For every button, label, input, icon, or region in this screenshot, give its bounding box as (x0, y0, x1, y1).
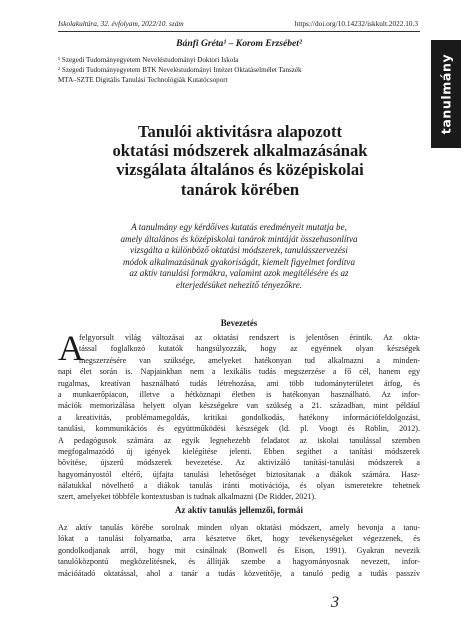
active-learning-paragraph (58, 522, 420, 579)
abstract (66, 222, 412, 292)
affiliation-2: ² Szegedi Tudományegyetem BTK Neveléstudományi Intézet Oktatáselmélet Tanszék (58, 66, 302, 74)
body-line: mációátadó oktatással, ahol a tanár a tudás közvetítője, a tanuló pedig a tudás passzív (58, 568, 420, 578)
affiliation-1: ¹ Szegedi Tudományegyetem Neveléstudományi Doktori Iskola (58, 56, 239, 64)
title-line: vizsgálata általános és középiskolai (116, 160, 364, 180)
body-line: gondolkodjanak arról, hogy mit csinálnak (Bonwell és Eison, 1991). Gyakran nevezik (58, 545, 420, 555)
page-number: 3 (331, 594, 339, 611)
body-line: megfogalmazódó új igények kielégítése jelenti. Ebben segíthet a tanítási módszerek (58, 446, 420, 456)
affiliation-3: MTA–SZTE Digitális Tanulási Technológiák Kutatócsoport (58, 76, 228, 84)
body-line: megszerzésére van szüksége, amelyeket hatékonyan tud alkalmazni a minden- (79, 355, 420, 365)
authors: Bánfi Gréta¹ – Korom Erzsébet² (176, 38, 302, 49)
article-title (58, 122, 422, 199)
section-heading-active-learning: Az aktív tanulás jellemzői, formái (175, 505, 303, 515)
body-line: napi élet során is. Napjainkban nem a lexikális tudás megszerzése a fő cél, hanem egy (58, 367, 420, 377)
abstract-line: módok alkalmazásának gyakoriságát, kiemelt figyelmet fordítva (122, 256, 355, 267)
section-heading-introduction: Bevezetés (220, 318, 258, 328)
title-line: tanárok körében (180, 179, 300, 199)
body-line: rugalmas, kreatívan használható tudás létrehozása, ami több tudományterületet átfog, és (58, 378, 420, 388)
body-line: hagyományostól eltérő, újfajta tanulási lehetőséget biztosítanak a diákok számára. Hasz- (58, 469, 420, 479)
drop-cap: A (58, 328, 84, 368)
body-line: a munkaerőpiacon, illetve a hétköznapi életben is hatékonyan használható. Az infor- (58, 389, 420, 399)
body-line: A pedagógusok számára az egyik legnehezebb feladatot az iskolai tanulással szemben (58, 435, 420, 445)
abstract-line: az aktív tanulási formákra, valamint azok megítélésére és az (129, 268, 349, 279)
affiliations (58, 55, 420, 85)
abstract-line: vizsgálta a különböző oktatási módszerek, tanulásszervezési (130, 245, 348, 256)
body-line: mációk memorizálása helyett olyan készségekre van szükség a 21. században, mint például (58, 401, 420, 411)
body-line: tással foglalkozó kutatók hangsúlyozzák, hogy az egyénnek olyan készségek (79, 344, 420, 354)
section-tab (431, 40, 461, 148)
introduction-paragraph (58, 328, 420, 503)
body-line: nálatukkal növelhető a diákok tanulás iránti motivációja, és olyan ismeretekre tehetnek (58, 481, 420, 491)
body-line: bővítése, újszerű módszerek bevezetése. Az aktivizáló tanítási-tanulási módszerek a (58, 458, 420, 468)
abstract-line: amely általános és középiskolai tanárok mintáját összehasonlítva (120, 233, 358, 244)
header-rule (58, 31, 420, 32)
body-line: tanulóközpontú megközelítésnek, és állítják szembe a hagyományosnak nevezett, infor- (58, 557, 420, 567)
title-line: Tanulói aktivitásra alapozott (137, 122, 343, 141)
body-line: Az aktív tanulás körébe sorolnak minden olyan oktatási módszert, amely bevonja a tanu- (58, 523, 420, 532)
body-line: a kreativitás, problémamegoldás, kritikai gondolkodás, hatékony információfeldolgozási, (58, 412, 420, 422)
body-line: szert, amelyeket többféle kontextusban is tudnak alkalmazni (De Ridder, 2021). (58, 492, 317, 502)
title-line: oktatási módszerek alkalmazásának (112, 141, 368, 161)
body-line: tanulási, kommunikációs és együttműködési készségek (ld. pl. Voogt és Roblin, 2012). (58, 424, 420, 434)
body-line: lókat a tanulási folyamatba, arra késztetve őket, hogy tevékenységeket végezzenek, és (58, 534, 420, 544)
abstract-line: A tanulmány egy kérdőíves kutatás eredményeit mutatja be, (131, 222, 347, 232)
section-tab-label: tanulmány (438, 53, 454, 135)
doi-link[interactable]: https://doi.org/10.14232/iskkult.2022.10.3 (294, 19, 418, 28)
journal-issue: Iskolakultúra, 32. évfolyam, 2022/10. szám (58, 19, 184, 28)
abstract-line: elterjedésüket nehezítő tényezőkre. (175, 279, 303, 290)
body-line: felgyorsult világ változásai az oktatási rendszert is jelentősen érintik. Az okta- (79, 333, 420, 342)
running-head (58, 19, 418, 28)
